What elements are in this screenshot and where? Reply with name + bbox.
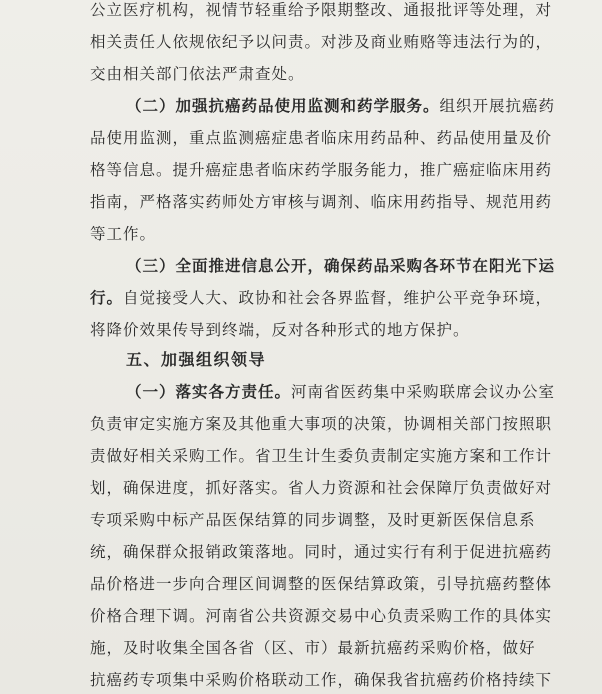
text-line-14: 负责审定实施方案及其他重大事项的决策，协调相关部门按照职 [90, 415, 553, 433]
text-line-17: 专项采购中标产品医保结算的同步调整，及时更新医保信息系 [90, 511, 536, 529]
text-line-10: 行。自觉接受人大、政协和社会各界监督，维护公平竞争环境， [90, 288, 553, 307]
text-line-19: 品价格进一步向合理区间调整的医保结算政策，引导抗癌药整体 [90, 575, 553, 593]
section-5-heading: 五、加强组织领导 [126, 350, 267, 369]
subsection-2-heading: （二）加强抗癌药品使用监测和药学服务。 [126, 96, 440, 115]
subsection-1-line-1: （一）落实各方责任。河南省医药集中采购联席会议办公室 [126, 382, 556, 401]
text-line-11: 将降价效果传导到终端，反对各种形式的地方保护。 [90, 321, 470, 339]
text-line-18: 统，确保群众报销政策落地。同时，通过实行有利于促进抗癌药 [90, 543, 553, 561]
text-line-2: 相关责任人依规依纪予以问责。对涉及商业贿赂等违法行为的， [90, 33, 553, 51]
text-line-8: 等工作。 [90, 225, 157, 243]
text-line-16: 划，确保进度，抓好落实。省人力资源和社会保障厅负责做好对 [90, 479, 553, 497]
subsection-1-heading: （一）落实各方责任。 [126, 382, 292, 401]
text-line-7: 指南，严格落实药师处方审核与调剂、临床用药指导、规范用药 [90, 193, 553, 211]
text-line-20: 价格合理下调。河南省公共资源交易中心负责采购工作的具体实 [90, 607, 553, 625]
text-line-15: 责做好相关采购工作。省卫生计生委负责制定实施方案和工作计 [90, 447, 553, 465]
text-line-1: 公立医疗机构，视情节轻重给予限期整改、通报批评等处理，对 [90, 1, 553, 19]
text-line-5: 品使用监测，重点监测癌症患者临床用药品种、药品使用量及价 [90, 129, 553, 147]
text-line-22: 抗癌药专项集中采购价格联动工作，确保我省抗癌药价格持续下 [90, 671, 553, 689]
text-line-21: 施，及时收集全国各省（区、市）最新抗癌药采购价格，做好 [90, 639, 536, 657]
subsection-2-line-1: （二）加强抗癌药品使用监测和药学服务。组织开展抗癌药 [126, 96, 556, 115]
subsection-3-heading: （三）全面推进信息公开，确保药品采购各环节在阳光下运 [126, 256, 556, 275]
text-line-6: 格等信息。提升癌症患者临床药学服务能力，推广癌症临床用药 [90, 161, 553, 179]
text-line-3: 交由相关部门依法严肃查处。 [90, 65, 305, 83]
